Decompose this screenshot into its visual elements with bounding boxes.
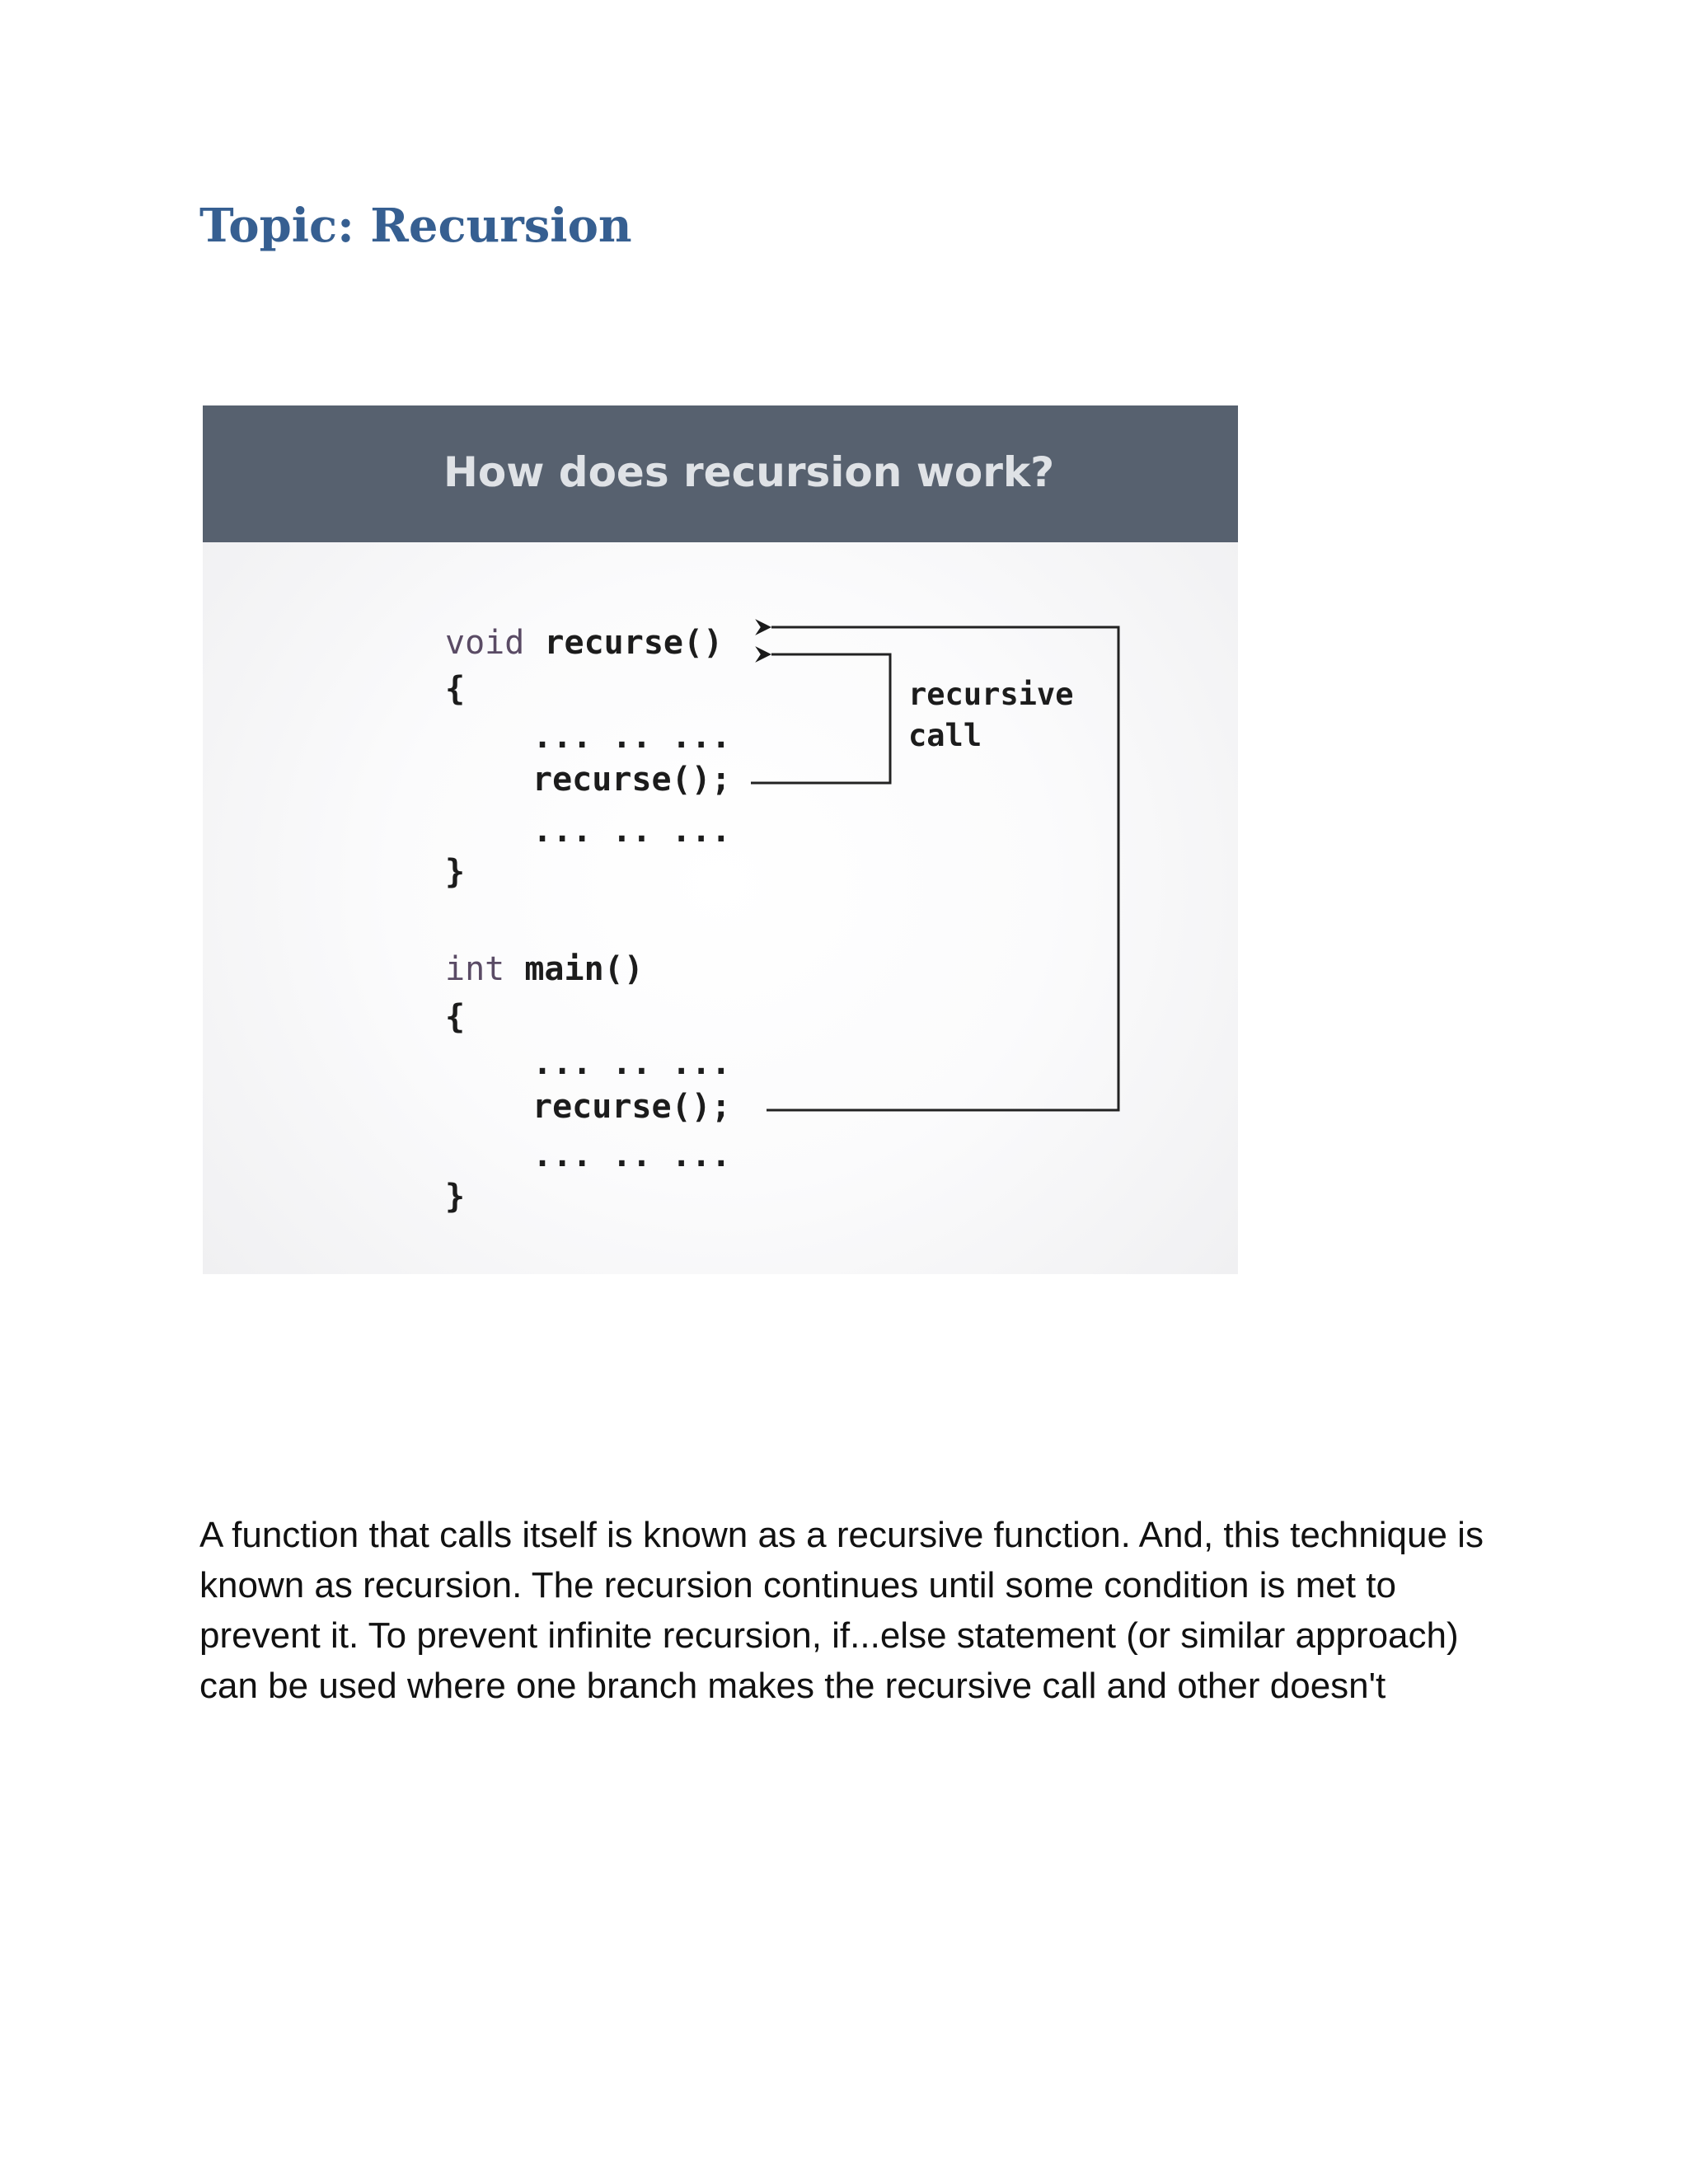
code-ellipsis-line: ... .. ... (532, 1044, 731, 1082)
call-arrows (203, 405, 1238, 1274)
code-function-main: main() (504, 950, 644, 988)
recursive-call-arrow (751, 654, 890, 783)
code-function-recurse: recurse() (524, 624, 724, 662)
code-recursive-call: recurse(); (532, 761, 731, 799)
code-keyword-void: void (445, 624, 525, 662)
code-ellipsis-line: ... .. ... (532, 718, 731, 756)
code-close-brace-recurse: } (445, 853, 466, 891)
code-ellipsis-line: ... .. ... (532, 812, 731, 850)
body-paragraph: A function that calls itself is known as a recursive function. And, this technique is known as recursion. The recursion continues until some condition is met to prevent it. To prevent infinite recursion, if...else statement (or similar approach) can be used where one branch makes the recursive call and other doesn't (199, 1515, 1484, 1706)
page-title: Topic: Recursion (199, 199, 632, 253)
main-call-arrow (767, 627, 1118, 1110)
annotation-line-2: call (908, 718, 982, 753)
code-open-brace-main: { (445, 998, 466, 1036)
code-main-call: recurse(); (532, 1088, 731, 1126)
annotation-line-1: recursive (908, 677, 1074, 712)
diagram-title: How does recursion work? (443, 448, 1055, 496)
code-open-brace-recurse: { (445, 670, 466, 708)
recursion-diagram (203, 405, 1238, 1274)
code-close-brace-main: } (445, 1178, 466, 1216)
code-keyword-int: int (445, 950, 505, 988)
code-ellipsis-line: ... .. ... (532, 1137, 731, 1174)
